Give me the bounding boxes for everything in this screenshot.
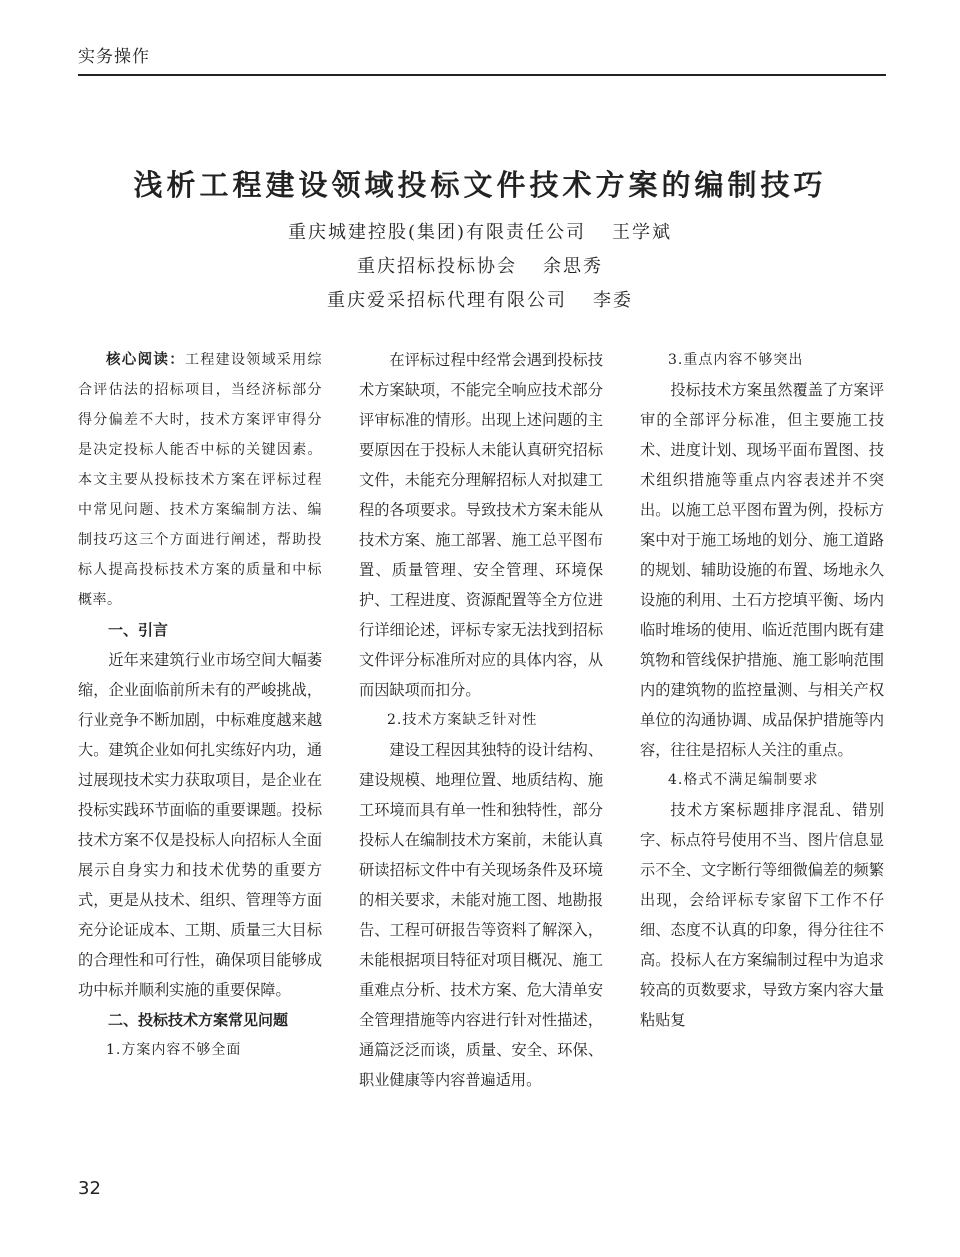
- abstract-label: 核心阅读：: [106, 352, 186, 368]
- author-name: 李委: [593, 290, 633, 311]
- page-header: [78, 40, 886, 76]
- paragraph-problem-4: 技术方案标题排序混乱、错别字、标点符号使用不当、图片信息显示不全、文字断行等细微偏差的频繁出现，会给评标专家留下工作不仔细、态度不认真的印象，得分往往不高。投标人在方案编制过程中为追求较高的页数要求，导致方案内容大量粘贴复: [640, 801, 884, 1029]
- subheading-problem-3: 3.重点内容不够突出: [668, 352, 804, 368]
- author-name: 王学斌: [612, 222, 673, 243]
- section-heading-intro: 一、引言: [108, 621, 169, 639]
- paragraph-problem-1: 在评标过程中经常会遇到投标技术方案缺项，不能完全响应技术部分评审标准的情形。出现上述问题的主要原因在于投标人未能认真研究招标文件，未能充分理解招标人对拟建工程的各项要求。导致技术方案未能从技术方案、施工部署、施工总平图布置、质量管理、安全管理、环境保护、工程进度、资源配置等全方位进行详细论述，评标专家无法找到招标文件评分标准所对应的具体内容，从而因缺项而扣分。: [359, 351, 603, 699]
- text-column-2: [359, 345, 603, 1095]
- author-line: [60, 252, 900, 286]
- subheading-problem-4: 4.格式不满足编制要求: [668, 772, 819, 788]
- abstract: [78, 345, 322, 615]
- author-organization: 重庆爱采招标代理有限公司: [327, 290, 567, 311]
- subheading-problem-1: 1.方案内容不够全面: [106, 1042, 242, 1058]
- paragraph-problem-3: 投标技术方案虽然覆盖了方案评审的全部评分标准，但主要施工技术、进度计划、现场平面布置图、技术组织措施等重点内容表述并不突出。以施工总平图布置为例，投标方案中对于施工场地的划分、施工道路的规划、辅助设施的布置、场地永久设施的利用、土石方挖填平衡、场内临时堆场的使用、临近范围内既有建筑物和管线保护措施、施工影响范围内的建筑物的监控量测、与相关产权单位的沟通协调、成品保护措施等内容，往往是招标人关注的重点。: [640, 381, 884, 759]
- author-line: [60, 218, 900, 252]
- author-list: [60, 218, 900, 320]
- author-line: [60, 286, 900, 320]
- section-label: 实务操作: [78, 47, 150, 67]
- text-column-3: [640, 345, 884, 1035]
- page-number: 32: [78, 1178, 101, 1199]
- author-organization: 重庆招标投标协会: [357, 256, 517, 277]
- text-column-1: [78, 345, 322, 1065]
- subheading-problem-2: 2.技术方案缺乏针对性: [387, 712, 538, 728]
- author-name: 余思秀: [543, 256, 603, 277]
- section-heading-problems: 二、投标技术方案常见问题: [108, 1011, 289, 1029]
- abstract-text: 工程建设领域采用综合评估法的招标项目，当经济标部分得分偏差不大时，技术方案评审得分是决定投标人能否中标的关键因素。本文主要从投标技术方案在评标过程中常见问题、技术方案编制方法、编制技巧这三个方面进行阐述，帮助投标人提高投标技术方案的质量和中标概率。: [78, 352, 323, 608]
- article-title: 浅析工程建设领域投标文件技术方案的编制技巧: [133, 168, 827, 202]
- paragraph-intro: 近年来建筑行业市场空间大幅萎缩，企业面临前所未有的严峻挑战，行业竞争不断加剧，中标难度越来越大。建筑企业如何扎实练好内功，通过展现技术实力获取项目，是企业在投标实践环节面临的重要课题。投标技术方案不仅是投标人向招标人全面展示自身实力和技术优势的重要方式，更是从技术、组织、管理等方面充分论证成本、工期、质量三大目标的合理性和可行性，确保项目能够成功中标并顺利实施的重要保障。: [78, 651, 322, 999]
- author-organization: 重庆城建控股(集团)有限责任公司: [287, 222, 587, 243]
- paragraph-problem-2: 建设工程因其独特的设计结构、建设规模、地理位置、地质结构、施工环境而具有单一性和独特性，部分投标人在编制技术方案前，未能认真研读招标文件中有关现场条件及环境的相关要求，未能对施工图、地勘报告、工程可研报告等资料了解深入，未能根据项目特征对项目概况、施工重难点分析、技术方案、危大清单安全管理措施等内容进行针对性描述，通篇泛泛而谈，质量、安全、环保、职业健康等内容普遍适用。: [359, 741, 603, 1089]
